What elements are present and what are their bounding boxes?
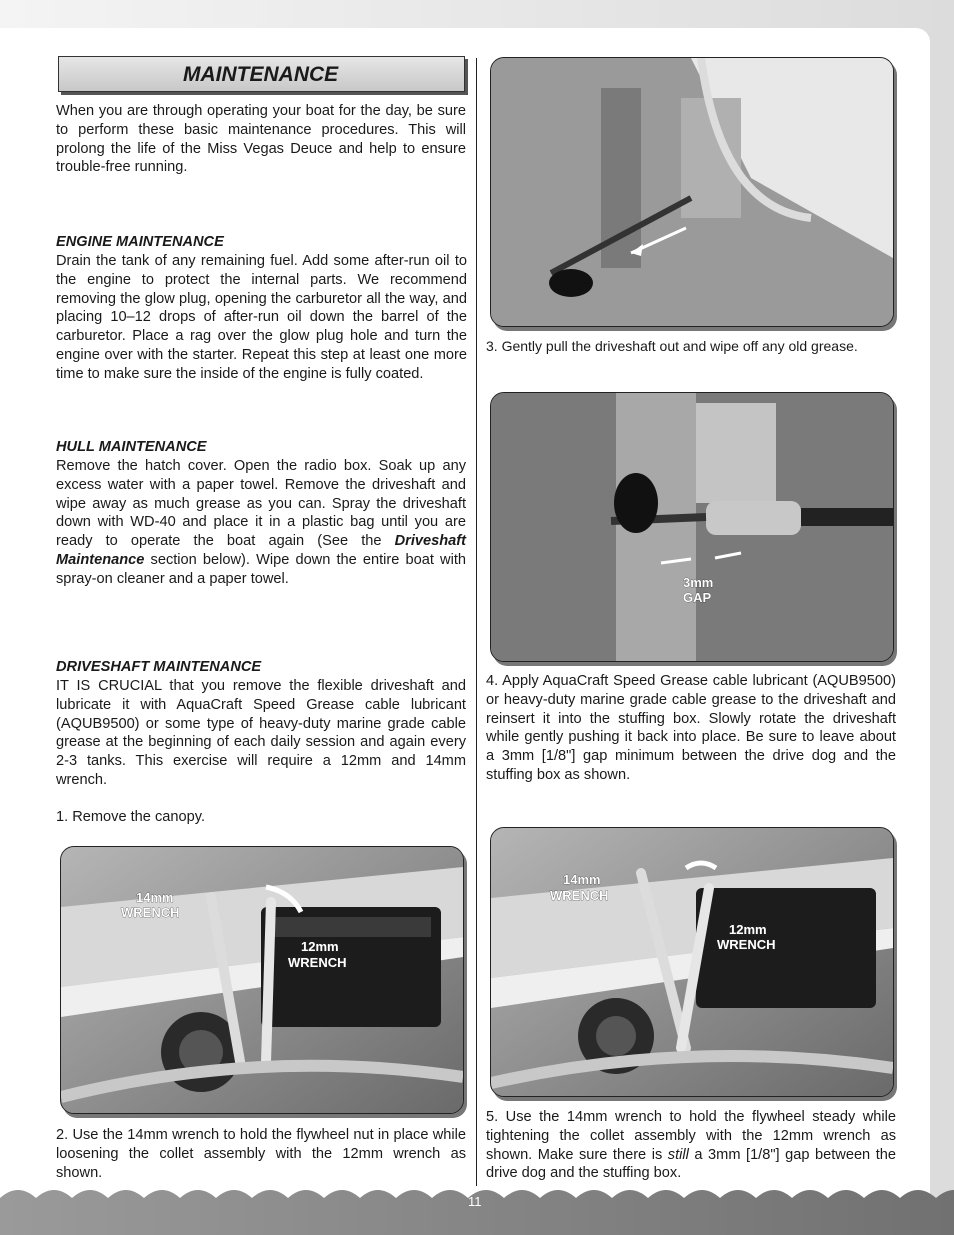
section-title: MAINTENANCE [183, 63, 339, 86]
driveshaft-paragraph: IT IS CRUCIAL that you remove the flexible driveshaft and lubricate it with AquaCraft Speed Grease cable lubricant (AQUB9500) or some type of heavy-duty marine grade cable grease at the beginning of each daily session and again every 2-3 tanks. This exercise will require a 12mm and 14mm wrench. [56, 678, 466, 788]
photo-step4-gap [490, 392, 894, 662]
intro-paragraph: When you are through operating your boat for the day, be sure to perform these basic maintenance procedures. This will prolong the life of the Miss Vegas Deuce and help to ensure trouble-free running. [56, 103, 466, 176]
caption-step5-a: 5. Use the 14mm wrench to hold the flywheel steady while tightening the collet assembly with the 12mm wrench as shown. Make sure there is [486, 1109, 896, 1163]
label5-12mm-top: 12mm [729, 922, 767, 937]
label5-12mm-bottom: WRENCH [717, 937, 776, 952]
hull-heading: HULL MAINTENANCE [56, 439, 207, 455]
label-14mm-top: 14mm [136, 890, 174, 905]
photo-step3-illustration [491, 58, 893, 326]
photo-step4-illustration [491, 393, 893, 661]
photo-step2-wrenches [60, 846, 464, 1114]
section-title-box [58, 56, 465, 92]
label5-14mm-top: 14mm [563, 872, 601, 887]
caption-step2: 2. Use the 14mm wrench to hold the flywheel nut in place while loosening the collet assembly with the 12mm wrench as shown. [56, 1127, 466, 1181]
engine-paragraph: Drain the tank of any remaining fuel. Add some after-run oil to the engine to protect the internal parts. We recommend removing the glow plug, opening the carburetor all the way, and placing 10–12 drops of after-run oil down the barrel of the carburetor. Place a rag over the glow plug hole and turn the engine over with the starter. Repeat this step at least one more time to make sure the inside of the engine is fully coated. [56, 253, 467, 382]
photo-step3-driveshaft [490, 57, 894, 327]
hull-text-b: section below). Wipe down the entire boat with spray-on cleaner and a paper towel. [56, 551, 466, 587]
driveshaft-heading: DRIVESHAFT MAINTENANCE [56, 659, 262, 675]
hull-text-reference: Driveshaft Maintenance [56, 533, 466, 568]
caption-step5-b: a 3mm [1/8"] gap between the drive dog and the stuffing box. [486, 1146, 896, 1182]
hull-text-a: Remove the hatch cover. Open the radio box. Soak up any excess water with a paper towel. Remove the driveshaft and wipe away as much grease as you can. Spray the driveshaft down with WD-40 and place it in a plastic bag until you are ready to operate the boat again (See the [56, 458, 466, 550]
page-number: 11 [468, 1194, 482, 1209]
column-divider [476, 58, 477, 1186]
photo-step2-illustration [61, 847, 463, 1113]
label-gap-top: 3mm [683, 575, 714, 590]
engine-heading: ENGINE MAINTENANCE [56, 234, 224, 250]
caption-step4: 4. Apply AquaCraft Speed Grease cable lubricant (AQUB9500) or heavy-duty marine grade cable grease to the driveshaft and reinsert it into the stuffing box. Slowly rotate the driveshaft while gently pushing it back into place. Be sure to leave about a 3mm [1/8"] gap minimum between the drive dog and the stuffing box as shown. [486, 673, 896, 783]
photo-step5-wrenches [490, 827, 894, 1097]
label-12mm-top: 12mm [301, 939, 339, 954]
step1-text: 1. Remove the canopy. [56, 809, 205, 825]
photo-step5-illustration [491, 828, 893, 1096]
label-12mm-bottom: WRENCH [288, 955, 347, 970]
label-gap-bottom: GAP [683, 590, 712, 605]
label-14mm-bottom: WRENCH [121, 905, 180, 920]
hull-paragraph [56, 457, 466, 589]
caption-step5-emphasis: still [667, 1146, 689, 1163]
label5-14mm-bottom: WRENCH [550, 888, 609, 903]
caption-step3: 3. Gently pull the driveshaft out and wipe off any old grease. [486, 338, 858, 354]
caption-step5 [486, 1108, 896, 1183]
